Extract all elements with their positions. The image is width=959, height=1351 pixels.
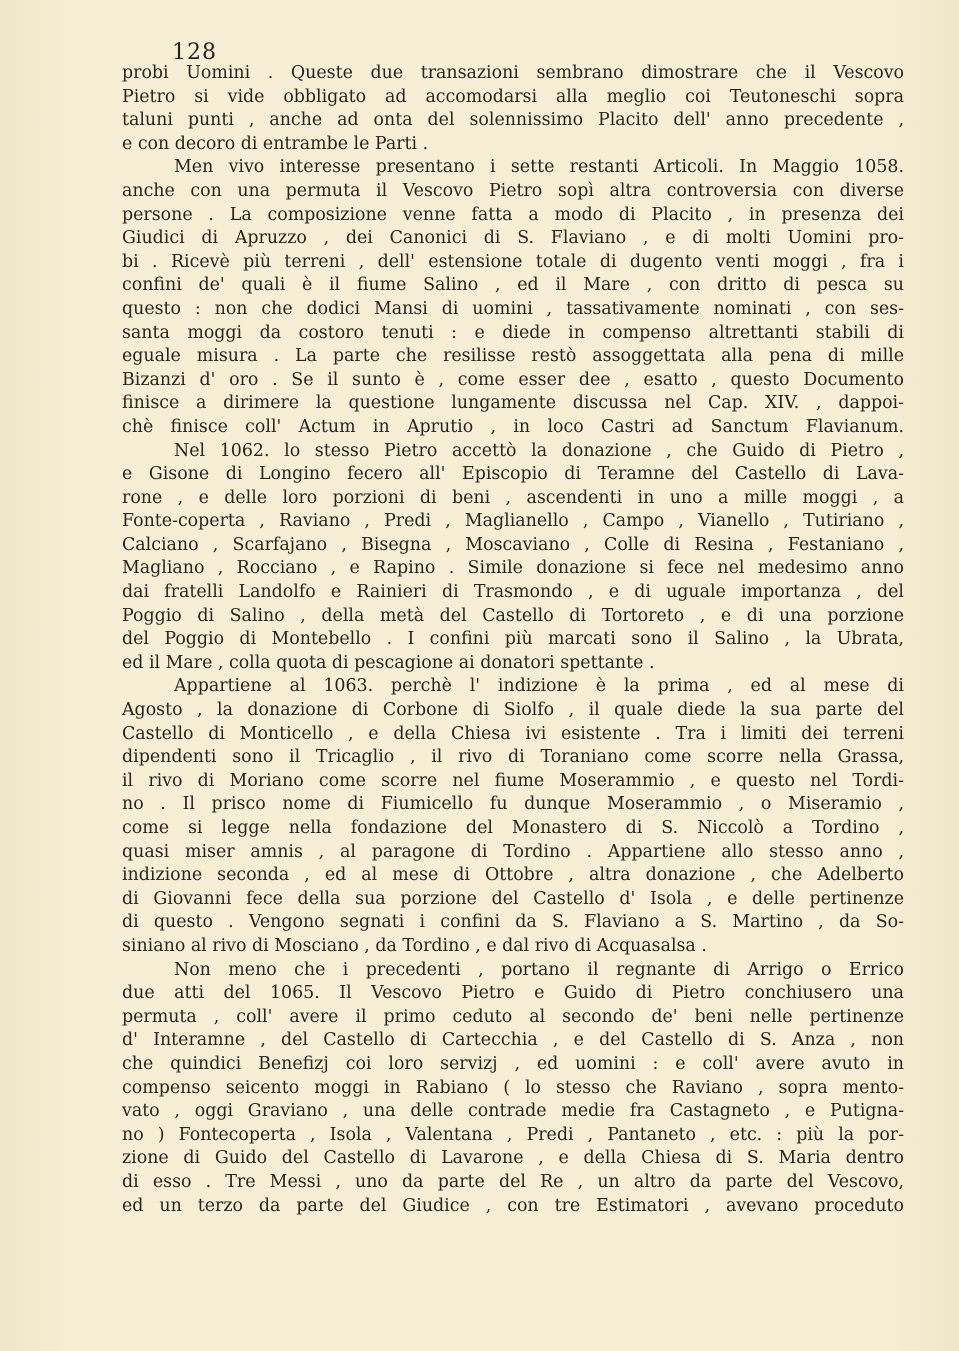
text-line: probi Uomini . Queste due transazioni sembrano dimostrare che il Vescovo	[122, 63, 904, 83]
text-line: persone . La composizione venne fatta a modo di Placito , in presenza dei	[122, 204, 904, 225]
text-line: ed il Mare , colla quota di pescagione ai donatori spettante .	[122, 652, 655, 673]
text-line: Poggio di Salino , della metà del Castello di Tortoreto , e di una porzione	[122, 605, 904, 626]
text-line: dai fratelli Landolfo e Rainieri di Trasmondo , e di uguale importanza , del	[122, 582, 904, 603]
text-line: Nel 1062. lo stesso Pietro accettò la donazione , che Guido di Pietro ,	[174, 440, 904, 461]
text-line: eguale misura . La parte che resilisse restò assoggettata alla pena di mille	[122, 346, 904, 367]
text-line: Giudici di Apruzzo , dei Canonici di S. Flaviano , e di molti Uomini pro-	[122, 228, 904, 249]
text-line: santa moggi da costoro tenuti : e diede in compenso altrettanti stabili di	[122, 322, 904, 343]
text-line: Agosto , la donazione di Corbone di Siolfo , il quale diede la sua parte del	[122, 700, 904, 721]
text-line: Fonte-coperta , Raviano , Predi , Maglianello , Campo , Vianello , Tutiriano ,	[122, 511, 904, 532]
text-line: il rivo di Moriano come scorre nel fiume Moserammio , e questo nel Tordi-	[122, 770, 904, 791]
text-line: siniano al rivo di Mosciano , da Tordino , e dal rivo di Acquasalsa .	[122, 935, 707, 956]
text-line: permuta , coll' avere il primo ceduto al secondo de' beni nelle pertinenze	[122, 1006, 904, 1027]
text-line: di Giovanni fece della sua porzione del Castello d' Isola , e delle pertinenze	[122, 888, 904, 909]
text-line: indizione seconda , ed al mese di Ottobre , altra donazione , che Adelberto	[122, 865, 904, 886]
text-line: del Poggio di Montebello . I confini più marcati sono il Salino , la Ubrata,	[122, 629, 904, 650]
text-line: no . Il prisco nome di Fiumicello fu dunque Moserammio , o Miseramio ,	[122, 794, 904, 815]
text-line: questo : non che dodici Mansi di uomini , tassativamente nominati , con ses-	[122, 298, 904, 319]
text-line: di esso . Tre Messi , uno da parte del Re , un altro da parte del Vescovo,	[122, 1171, 904, 1192]
text-line: Bizanzi d' oro . Se il sunto è , come esser dee , esatto , questo Documento	[122, 369, 904, 390]
text-line: zione di Guido del Castello di Lavarone , e della Chiesa di S. Maria dentro	[122, 1148, 904, 1169]
text-line: vato , oggi Graviano , una delle contrade medie fra Castagneto , e Putigna-	[122, 1101, 904, 1122]
text-line: taluni punti , anche ad onta del solennissimo Placito dell' anno precedente ,	[122, 110, 904, 131]
text-line: rone , e delle loro porzioni di beni , ascendenti in uno a mille moggi , a	[122, 487, 904, 508]
text-line: chè finisce coll' Actum in Aprutio , in loco Castri ad Sanctum Flavianum.	[122, 416, 904, 437]
text-line: anche con una permuta il Vescovo Pietro sopì altra controversia con diverse	[122, 180, 904, 201]
text-line: come si legge nella fondazione del Monastero di S. Niccolò a Tordino ,	[122, 818, 904, 838]
text-line: di questo . Vengono segnati i confini da S. Flaviano a S. Martino , da So-	[122, 912, 904, 933]
text-line: e Gisone di Longino fecero all' Episcopio di Teramne del Castello di Lava-	[122, 464, 904, 485]
text-line: quasi miser amnis , al paragone di Tordino . Appartiene allo stesso anno ,	[122, 841, 904, 862]
text-line: confini de' quali è il fiume Salino , ed il Mare , con dritto di pesca su	[122, 275, 904, 296]
text-line: Calciano , Scarfajano , Bisegna , Moscaviano , Colle di Resina , Festaniano ,	[122, 534, 904, 555]
text-line: Men vivo interesse presentano i sette restanti Articoli. In Maggio 1058.	[174, 157, 904, 178]
text-line: no ) Fontecoperta , Isola , Valentana , Predi , Pantaneto , etc. : più la por-	[122, 1124, 904, 1145]
text-line: Castello di Monticello , e della Chiesa ivi esistente . Tra i limiti dei terreni	[122, 723, 904, 744]
text-line: bi . Ricevè più terreni , dell' estensione totale di dugento venti moggi , fra i	[122, 251, 904, 272]
text-line: dipendenti sono il Tricaglio , il rivo di Toraniano come scorre nella Grassa,	[122, 747, 904, 768]
text-line: finisce a dirimere la questione lungamente discussa nel Cap. XIV. , dappoi-	[122, 393, 904, 414]
text-line: e con decoro di entrambe le Parti .	[122, 133, 429, 154]
text-line: che quindici Benefizj coi loro servizj , ed uomini : e coll' avere avuto in	[122, 1053, 904, 1074]
body-text	[122, 62, 904, 1218]
text-line: ed un terzo da parte del Giudice , con tre Estimatori , avevano proceduto	[122, 1195, 904, 1216]
text-line: Magliano , Rocciano , e Rapino . Simile donazione si fece nel medesimo anno	[122, 558, 904, 579]
text-line: d' Interamne , del Castello di Cartecchia , e del Castello di S. Anza , non	[122, 1030, 904, 1051]
text-line: Appartiene al 1063. perchè l' indizione è la prima , ed al mese di	[174, 676, 904, 697]
page-number: 128	[172, 40, 217, 65]
text-line: Pietro si vide obbligato ad accomodarsi alla meglio coi Teutoneschi sopra	[122, 86, 904, 107]
text-line: due atti del 1065. Il Vescovo Pietro e Guido di Pietro conchiusero una	[122, 983, 904, 1004]
text-line: compenso seicento moggi in Rabiano ( lo stesso che Raviano , sopra mento-	[122, 1077, 904, 1098]
text-line: Non meno che i precedenti , portano il regnante di Arrigo o Errico	[174, 959, 904, 980]
